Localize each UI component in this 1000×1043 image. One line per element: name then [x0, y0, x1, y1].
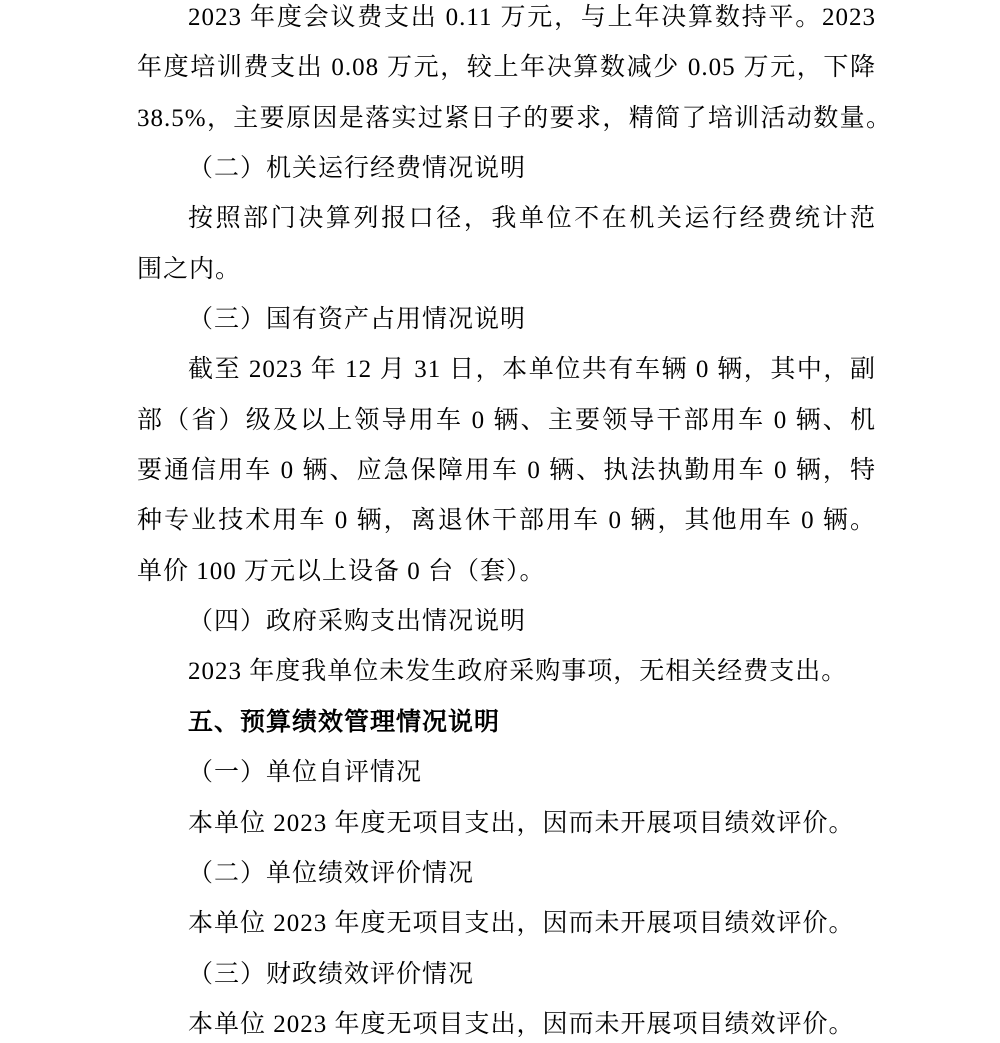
document-body	[137, 0, 892, 1043]
section-heading-text: 五、预算绩效管理情况说明	[188, 708, 501, 736]
paragraph-unit-performance-evaluation	[137, 906, 876, 942]
text-line: 2023 年度我单位未发生政府采购事项，无相关经费支出。	[188, 658, 848, 686]
text-line: 要通信用车 0 辆、应急保障用车 0 辆、执法执勤用车 0 辆，特	[137, 457, 876, 485]
text-line: 本单位 2023 年度无项目支出，因而未开展项目绩效评价。	[188, 809, 855, 837]
text-line: 按照部门决算列报口径，我单位不在机关运行经费统计范	[188, 205, 876, 233]
text-line: 围之内。	[137, 255, 242, 283]
subheading-text: （三）国有资产占用情况说明	[188, 306, 527, 334]
text-line: 部（省）级及以上领导用车 0 辆、主要领导干部用车 0 辆、机	[137, 406, 876, 434]
text-line: 38.5%，主要原因是落实过紧日子的要求，精简了培训活动数量。	[137, 104, 892, 132]
paragraph-government-procurement	[137, 654, 876, 690]
heading-government-procurement	[137, 604, 876, 640]
heading-self-evaluation	[137, 755, 876, 791]
text-line: 种专业技术用车 0 辆，离退休干部用车 0 辆，其他用车 0 辆。	[137, 507, 876, 535]
paragraph-state-assets	[137, 352, 876, 589]
paragraph-fiscal-performance-evaluation	[137, 1007, 876, 1043]
subheading-text: （二）机关运行经费情况说明	[188, 155, 527, 183]
paragraph-office-operating-funds	[137, 201, 876, 287]
text-line: 单价 100 万元以上设备 0 台（套）。	[137, 557, 546, 585]
text-line: 2023 年度会议费支出 0.11 万元，与上年决算数持平。2023	[188, 4, 876, 31]
paragraph-meeting-training-fees	[137, 0, 892, 137]
text-line: 截至 2023 年 12 月 31 日，本单位共有车辆 0 辆，其中，副	[188, 356, 876, 384]
text-line: 本单位 2023 年度无项目支出，因而未开展项目绩效评价。	[188, 1010, 855, 1038]
paragraph-self-evaluation	[137, 806, 876, 842]
heading-state-assets	[137, 302, 876, 338]
subheading-text: （四）政府采购支出情况说明	[188, 608, 527, 636]
subheading-text: （三）财政绩效评价情况	[188, 960, 475, 988]
subheading-text: （一）单位自评情况	[188, 759, 423, 787]
subheading-text: （二）单位绩效评价情况	[188, 859, 475, 887]
text-line: 年度培训费支出 0.08 万元，较上年决算数减少 0.05 万元，下降	[137, 54, 876, 82]
heading-unit-performance-evaluation	[137, 856, 876, 892]
text-line: 本单位 2023 年度无项目支出，因而未开展项目绩效评价。	[188, 910, 855, 938]
heading-office-operating-funds	[137, 151, 876, 187]
heading-fiscal-performance-evaluation	[137, 957, 876, 993]
section-heading-performance-management	[137, 705, 876, 741]
